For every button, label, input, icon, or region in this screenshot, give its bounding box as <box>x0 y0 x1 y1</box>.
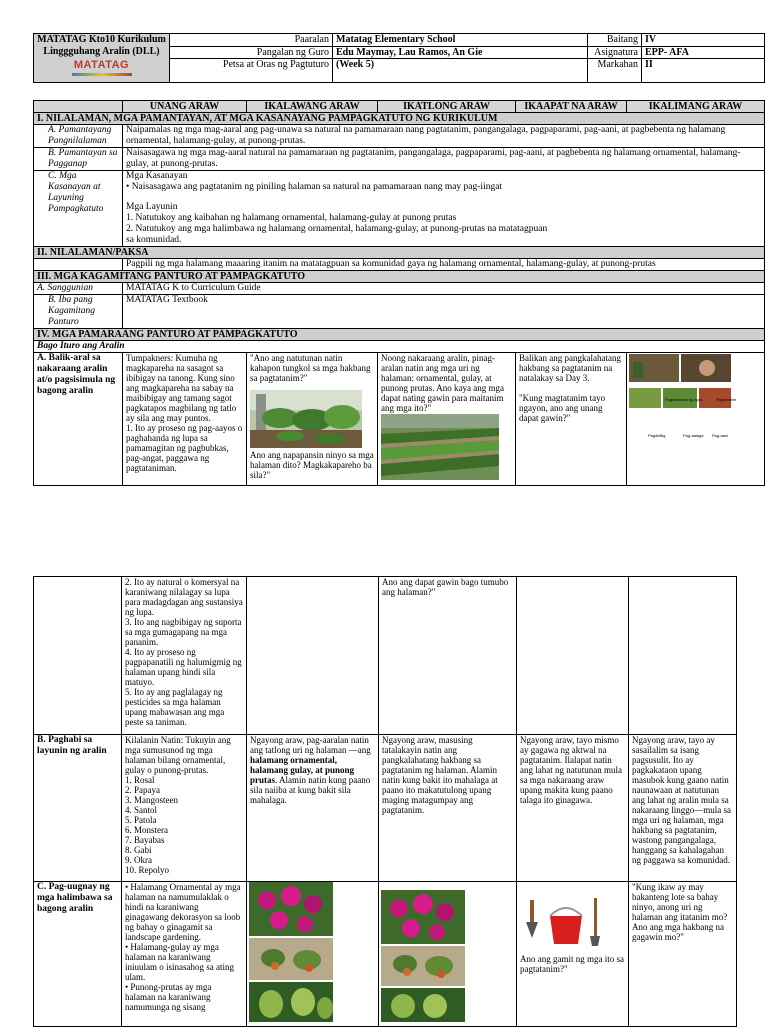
logo-tagline-bar <box>72 73 132 76</box>
logo-subtitle: Linggguhang Aralin (DLL) <box>43 45 160 57</box>
markahan-value: II <box>642 59 765 83</box>
cont-day2-blank <box>247 577 379 735</box>
markahan-label: Markahan <box>588 59 642 83</box>
day-header-3: IKATLONG ARAW <box>378 101 516 113</box>
pag-uugnay-day5: "Kung ikaw ay may bakanteng lote sa bahay ninyo, anong uri ng halaman ang itatanim mo? Ano ang mga hakbang na gagawin mo?" <box>629 882 737 1027</box>
pag-uugnay-day3 <box>379 882 517 1027</box>
paghabi-day1: Kilalanin Natin: Tukuyin ang mga sumusunod ng mga halaman bilang ornamental, gulay o punong-prutas. 1. Rosal 2. Papaya 3. Mangosteen 4. Santol 5. Patola 6. Monstera 7. Bayabas 8. Gabi 9. Okra 10. Repolyo <box>122 735 247 882</box>
day-header-blank <box>34 101 123 113</box>
day-header-1: UNANG ARAW <box>123 101 247 113</box>
pag-uugnay-day4-text: Ano ang gamit ng mga ito sa pagtatanim?" <box>520 954 624 974</box>
asignatura-value: EPP- AFA <box>642 46 765 59</box>
day-header-5: IKALIMANG ARAW <box>627 101 765 113</box>
baitang-label: Baitang <box>588 34 642 47</box>
collage-caption-1: Paghahanda ng lupa <box>665 397 702 402</box>
balik-aral-day4: Balikan ang pangkalahatang hakbang sa pagtatanim na natalakay sa Day 3. "Kung magtatanim tayo ngayon, ano ang unang dapat gawin?" <box>516 353 627 486</box>
collage-caption-4: Pag-aalaga <box>683 433 704 438</box>
balik-aral-day1-cont: 2. Ito ay natural o komersyal na karaniwang nilalagay sa lupa para madagdagan ang sustansiya ng lupa. 3. Ito ang nagbibigay ng suporta sa mga gumagapang na mga pananim. 4. Ito ay proseso ng pagpapanatili ng halumigmig ng halaman upang hindi sila matuyo. 5. Ito ay ang paglalagay ng pesticides sa mga halaman upang mabawasan ang mga peste sa taniman. <box>122 577 247 735</box>
row-label-kasanayan: C. Mga Kasanayan at Layuning Pampagkatuto <box>34 171 123 247</box>
row-label-sanggunian: A. Sanggunian <box>34 283 123 295</box>
sanggunian-text: MATATAG K to Curriculum Guide <box>123 283 765 295</box>
paghabi-day2 <box>247 735 379 882</box>
layunin-item-2-cont: sa komunidad. <box>126 235 182 245</box>
guro-value: Edu Maymay, Lau Ramos, An Gie <box>333 46 588 59</box>
petsa-value: (Week 5) <box>333 59 588 83</box>
paksa-text: Pagpili ng mga halamang maaaring itanim na matatagpuan sa komunidad gaya ng halamang ornamental, halamang-gulay, at punong-prutas <box>123 259 765 271</box>
plant-photos-column <box>249 882 333 1022</box>
section-2-heading: II. NILALAMAN/PAKSA <box>34 247 765 259</box>
cont-day5-blank <box>629 577 737 735</box>
balik-aral-day3 <box>378 353 516 486</box>
balik-aral-day2 <box>247 353 378 486</box>
row-label-balik-aral: A. Balik-aral sa nakaraang aralin at/o pagsisimula ng bagong aralin <box>34 353 123 486</box>
balik-aral-day3-text: Noong nakaraang aralin, pinag-aralan natin ang mga uri ng halaman: ornamental, gulay, at punong prutas. Ano kaya ang mga dapat nating gawin para maitanim ang mga ito?" <box>381 353 504 413</box>
guro-label: Pangalan ng Guro <box>170 46 333 59</box>
pag-uugnay-day2 <box>247 882 379 1027</box>
paghabi-day2-bold: halamang ornamental, halamang gulay, at punong prutas <box>250 755 355 785</box>
paghabi-day4: Ngayong araw, tayo mismo ay gagawa ng aktwal na pagtatanim. Ilalapat natin ang lahat ng natutunan mula sa mga nakaraang araw upang makita kung paano talaga ito ginagawa. <box>517 735 629 882</box>
row-label-pamantayang-pangnilalaman: A. Pamantayang Pangnilalaman <box>34 125 123 148</box>
plant-photos-column-2 <box>381 882 465 1022</box>
balik-aral-day5 <box>627 353 765 486</box>
balik-aral-day3-cont: Ano ang dapat gawin bago tumubo ang halaman?" <box>379 577 517 735</box>
asignatura-label: Asignatura <box>588 46 642 59</box>
kasanayan-heading: Mga Kasanayan <box>126 171 188 181</box>
baitang-value: IV <box>642 34 765 47</box>
row-label-iba-pang-kagamitan: B. Iba pang Kagamitang Panturo <box>34 295 123 329</box>
iba-pang-kagamitan-text: MATATAG Textbook <box>123 295 765 329</box>
paaralan-value: Matatag Elementary School <box>333 34 588 47</box>
paghabi-day2-post: . Alamin natin kung paano sila naiiba at kung bakit sila mahalaga. <box>250 775 371 805</box>
day-header-4: IKAAPAT NA ARAW <box>516 101 627 113</box>
layunin-heading: Mga Layunin <box>126 202 178 212</box>
balik-aral-day1: Tumpakners: Kumuha ng magkapareha na sasagot sa ibibigay na tanong. Kung sino ang magkapareha na sabay na maibibigay ang tamang sagot pagkatapos magbilang ng tatlo ay sila ang may puntos. 1. Ito ay proseso ng pag-aayos o paghahanda ng lupa sa pamamagitan ng pagbubkas, pag-angat, paggawa ng pagtataniman. <box>123 353 247 486</box>
row-label-paghabi: B. Paghabi sa layunin ng aralin <box>34 735 122 882</box>
logo-cell <box>34 34 170 83</box>
vegetable-garden-photo <box>381 414 499 480</box>
row-label-pamantayan-sa-pagganap: B. Pamantayan sa Pagganap <box>34 148 123 171</box>
balik-aral-day2-question: "Ano ang natutunan natin kahapon tungkol sa mga hakbang sa pagtatanim?" <box>250 353 371 383</box>
kasanayan-bullet: • Naisasagawa ang pagtatanim ng piniling halaman sa natural na pamamaraan nang may pag-iingat <box>126 182 503 192</box>
kasanayan-text <box>123 171 765 247</box>
layunin-item-2: 2. Natutukoy ang mga halimbawa ng halamang ornamental, halamang-gulay, at punong-prutas na matatagpuan <box>126 224 548 234</box>
section-3-heading: III. MGA KAGAMITANG PANTURO AT PAMPAGKATUTO <box>34 271 765 283</box>
planting-steps-collage <box>629 354 731 416</box>
garden-tools-image <box>520 894 608 950</box>
day-header-2: IKALAWANG ARAW <box>247 101 378 113</box>
collage-caption-3: Pagdidilig <box>648 433 666 438</box>
collage-caption-2: Pagtatanim <box>716 397 737 402</box>
paksa-blank <box>34 259 123 271</box>
paghabi-day2-pre: Ngayong araw, pag-aaralan natin ang tatlong uri ng halaman —ang <box>250 735 371 755</box>
paghabi-day3: Ngayong araw, masusing tatalakayin natin ang pangkalahatang hakbang sa pagtatanim ng halaman. Alamin natin kung bakit ito mahalaga at paano ito makatutulong upang maging matagumpay ang pagtatanim. <box>379 735 517 882</box>
petsa-label: Petsa at Oras ng Pagtuturo <box>170 59 333 83</box>
paghabi-day5: Ngayong araw, tayo ay sasailalim sa isang pagsusulit. Ito ay pagkakataon upang masubok kung gaano natin naunawaan at natutunan ang lahat ng aralin mula sa nakaraang linggo—mula sa mga uri ng halaman, mga hakbang sa pagtatanim, wastong pangangalaga, hanggang sa kahalagahan ng paggawa sa komunidad. <box>629 735 737 882</box>
balik-aral-day2-prompt: Ano ang napapansin ninyo sa mga halaman dito? Magkakapareho ba sila?" <box>250 450 374 480</box>
pag-uugnay-day4 <box>517 882 629 1027</box>
matatag-logo: MATATAG <box>73 59 130 71</box>
cont-blank <box>34 577 122 735</box>
collage-caption-5: Pag-aani <box>712 433 729 438</box>
lesson-table-page1 <box>33 100 765 486</box>
cont-day4-blank <box>517 577 629 735</box>
section-4-heading: IV. MGA PAMARAANG PANTURO AT PAMPAGKATUTO <box>34 329 765 341</box>
layunin-item-1: 1. Natutukoy ang kaibahan ng halamang ornamental, halamang-gulay at punong prutas <box>126 213 457 223</box>
lesson-table-page2 <box>33 576 737 1027</box>
logo-title: MATATAG Kto10 Kurikulum <box>37 34 166 45</box>
paaralan-label: Paaralan <box>170 34 333 47</box>
pamantayang-pangnilalaman-text: Naipamalas ng mga mag-aaral ang pag-unawa sa natural na pamamaraan nang pagtatanim, pangangalaga, pagpaparami, pag-aani, at pagbebenta ng halamang ornamental, halamang-gulay, at punong-prutas. <box>123 125 765 148</box>
pamantayan-sa-pagganap-text: Naisasagawa ng mga mag-aaral natural na pamamaraan ng pagtatanim, pangangalaga, pagpaparami, pag-aani, at pagbebenta ng halamang ornamental, halamang-gulay, at punong-prutas. <box>123 148 765 171</box>
header-table <box>33 33 765 83</box>
row-label-pag-uugnay: C. Pag-uugnay ng mga halimbawa sa bagong aralin <box>34 882 122 1027</box>
garden-photo <box>250 390 362 448</box>
section-1-heading: I. NILALAMAN, MGA PAMANTAYAN, AT MGA KASANAYANG PAMPAGKATUTO NG KURIKULUM <box>34 113 765 125</box>
pag-uugnay-day1: • Halamang Ornamental ay mga halaman na namumulaklak o hindi na karaniwang ginagawang dekorasyon sa loob ng bahay o ginagamit sa landscape gardening. • Halamang-gulay ay mga halaman na karaniwang iniuulam o isinasahog sa ating ulam. • Punong-prutas ay mga halaman na karaniwang namumunga ng sisang <box>122 882 247 1027</box>
bago-ituro-heading: Bago Ituro ang Aralin <box>34 341 765 353</box>
